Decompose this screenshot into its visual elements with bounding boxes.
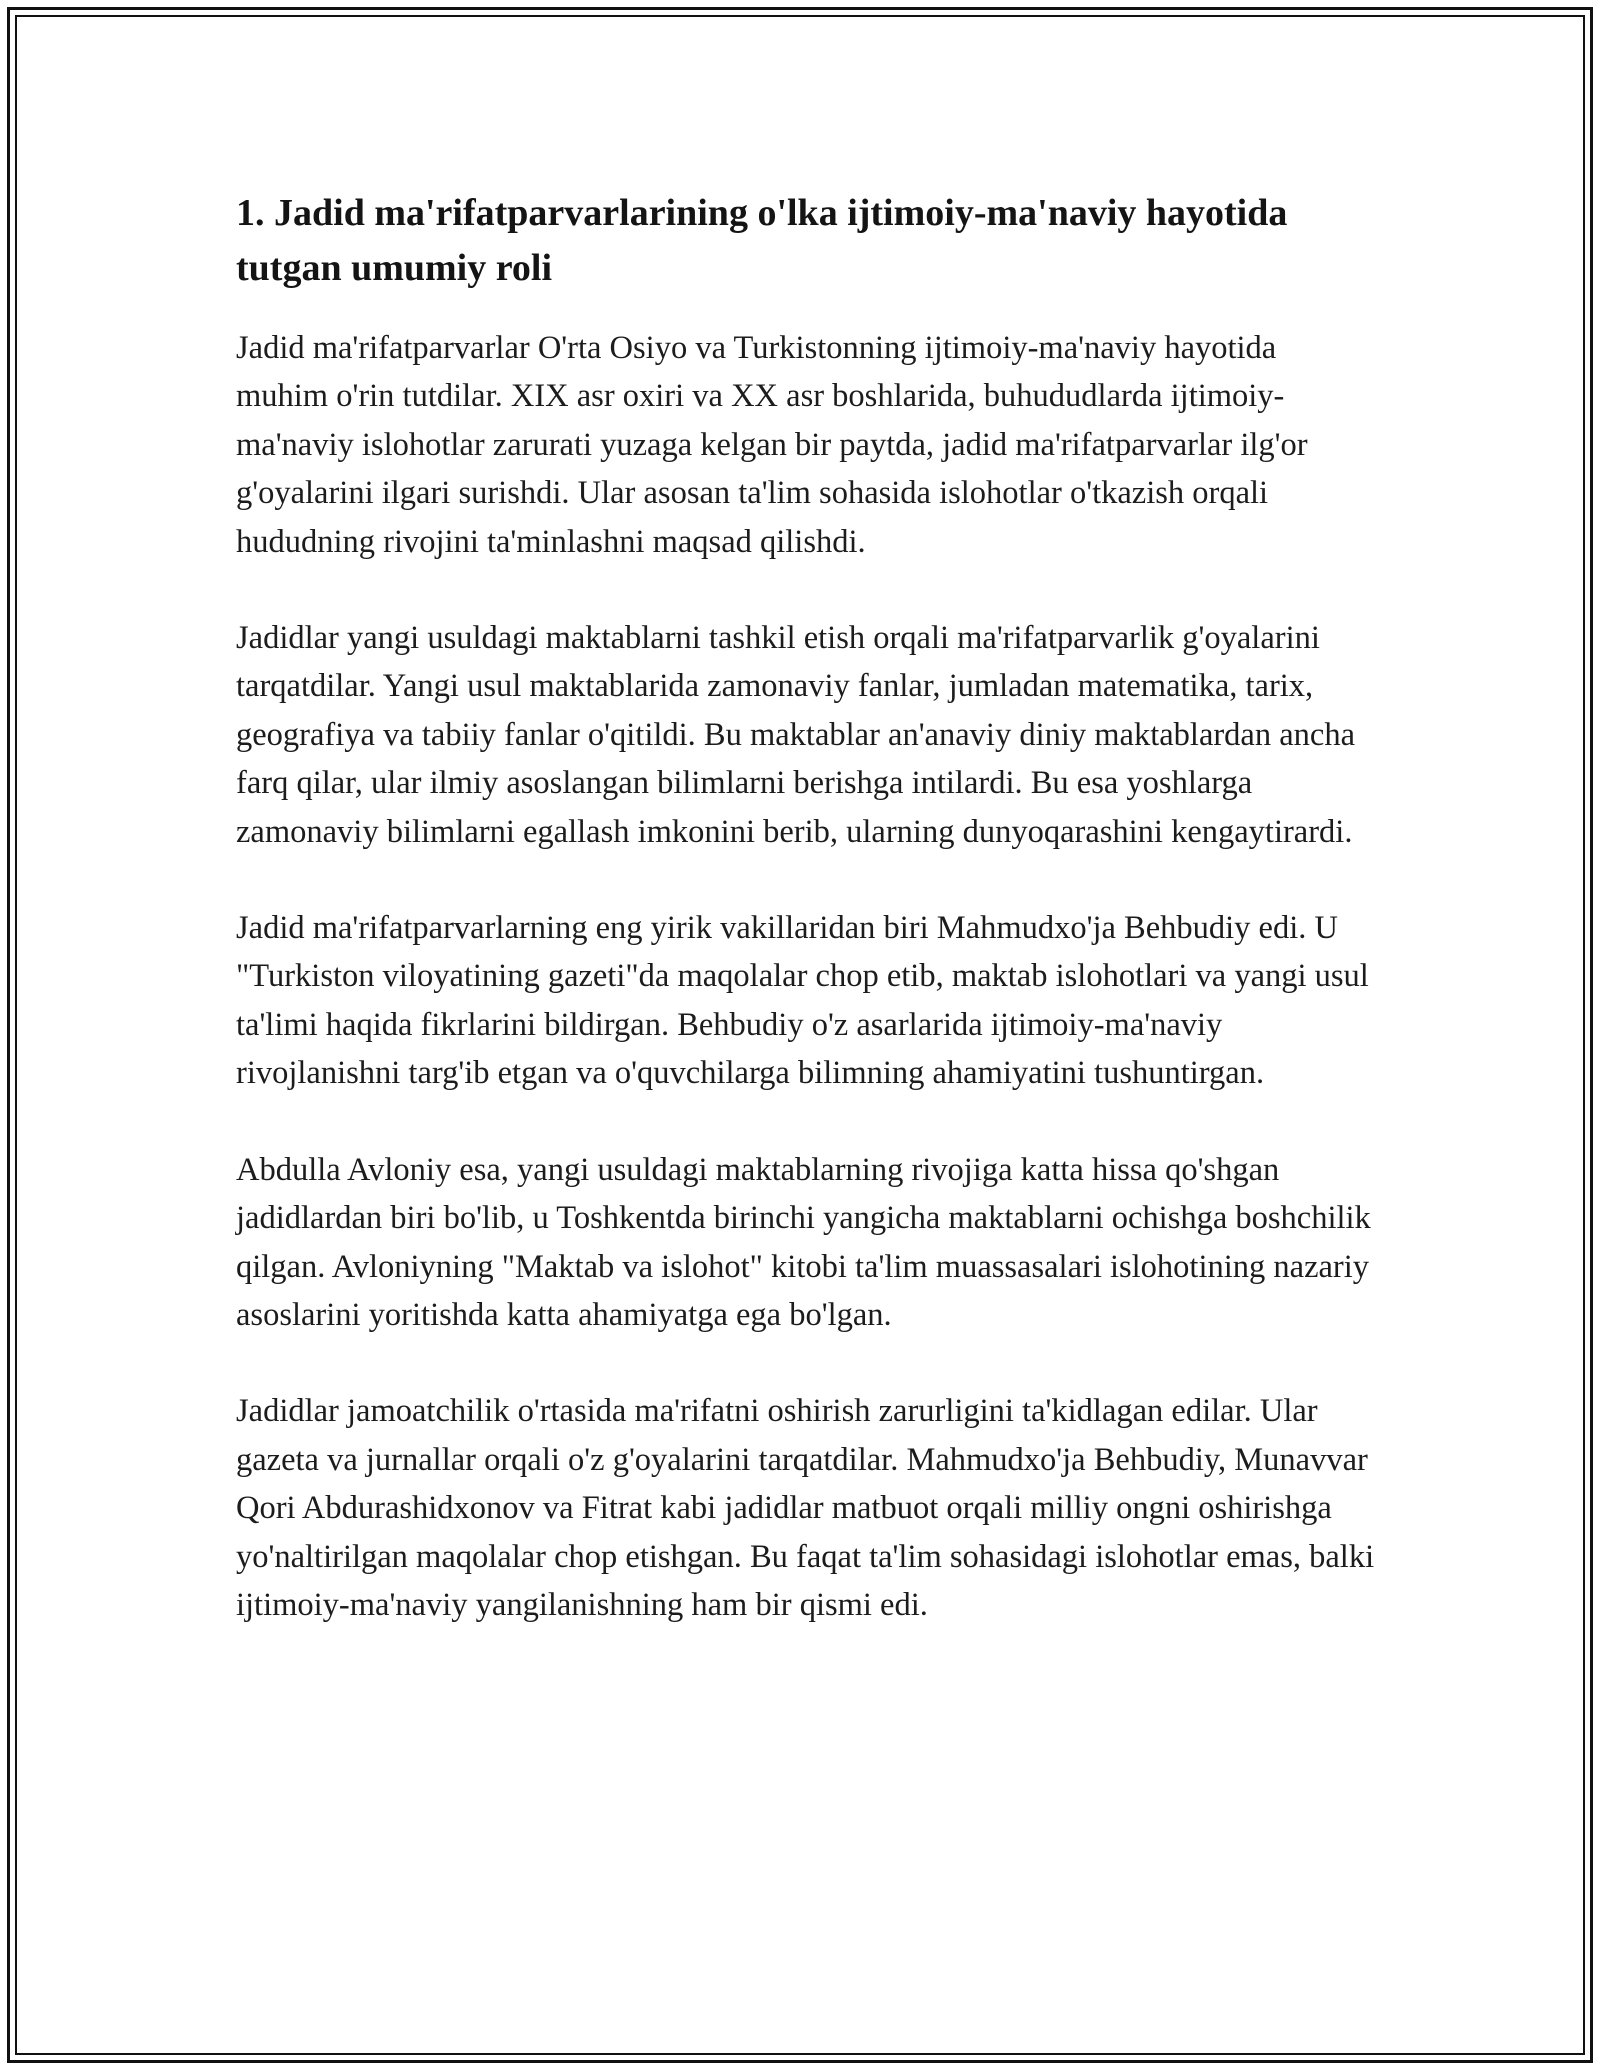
paragraph-1: Jadid ma'rifatparvarlar O'rta Osiyo va Turkistonning ijtimoiy-ma'naviy hayotida muhim o'rin tutdilar. XIX asr oxiri va XX asr boshlarida, buhududlarda ijtimoiy-ma'naviy islohotlar zarurati yuzaga kelgan bir paytda, jadid ma'rifatparvarlar ilg'or g'oyalarini ilgari surishdi. Ular asosan ta'lim sohasida islohotlar o'tkazish orqali hududning rivojini ta'minlashni maqsad qilishdi.	[236, 330, 1308, 560]
paragraph-5: Jadidlar jamoatchilik o'rtasida ma'rifatni oshirish zarurligini ta'kidlagan edilar. Ular gazeta va jurnallar orqali o'z g'oyalarini tarqatdilar. Mahmudxo'ja Behbudiy, Munavvar Qori Abdurashidxonov va Fitrat kabi jadidlar matbuot orqali milliy ongni oshirishga yo'naltirilgan maqolalar chop etishgan. Bu faqat ta'lim sohasidagi islohotlar emas, balki ijtimoiy-ma'naviy yangilanishning ham bir qismi edi.	[236, 1393, 1375, 1623]
paragraph-3: Jadid ma'rifatparvarlarning eng yirik vakillaridan biri Mahmudxo'ja Behbudiy edi. U "Turkiston viloyatining gazeti"da maqolalar chop etib, maktab islohotlari va yangi usul ta'limi haqida fikrlarini bildirgan. Behbudiy o'z asarlarida ijtimoiy-ma'naviy rivojlanishni targ'ib etgan va o'quvchilarga bilimning ahamiyatini tushuntirgan.	[236, 910, 1369, 1092]
document-body	[236, 186, 1376, 1677]
paragraph-2: Jadidlar yangi usuldagi maktablarni tashkil etish orqali ma'rifatparvarlik g'oyalarini tarqatdilar. Yangi usul maktablarida zamonaviy fanlar, jumladan matematika, tarix, geografiya va tabiiy fanlar o'qitildi. Bu maktablar an'anaviy diniy maktablardan ancha farq qilar, ular ilmiy asoslangan bilimlarni berishga intilardi. Bu esa yoshlarga zamonaviy bilimlarni egallash imkonini berib, ularning dunyoqarashini kengaytirardi.	[236, 620, 1356, 850]
section-title: 1. Jadid ma'rifatparvarlarining o'lka ijtimoiy-ma'naviy hayotida tutgan umumiy roli	[236, 192, 1288, 289]
paragraph-4: Abdulla Avloniy esa, yangi usuldagi maktablarning rivojiga katta hissa qo'shgan jadidlardan biri bo'lib, u Toshkentda birinchi yangicha maktablarni ochishga boshchilik qilgan. Avloniyning "Maktab va islohot" kitobi ta'lim muassasalari islohotining nazariy asoslarini yoritishda katta ahamiyatga ega bo'lgan.	[236, 1151, 1371, 1333]
